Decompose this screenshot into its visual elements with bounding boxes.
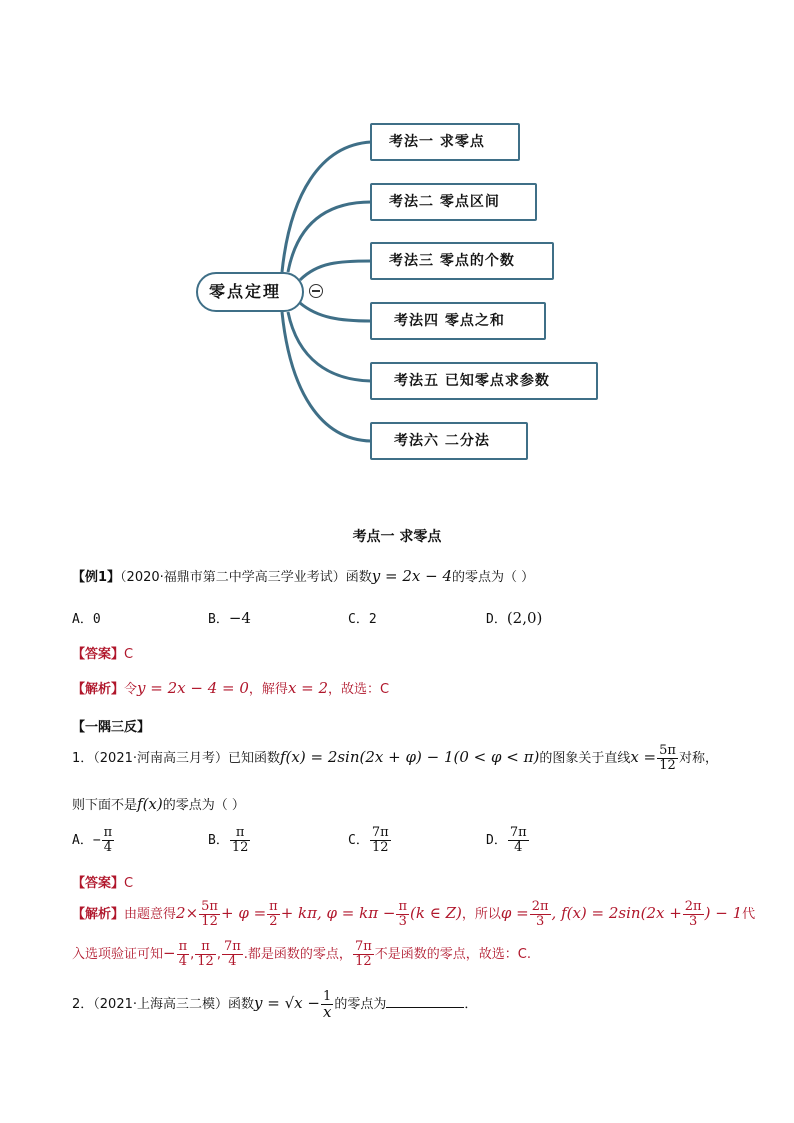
example1-option-b[interactable]: B．−4 <box>208 609 251 627</box>
q1-answer: 【答案】C <box>72 876 134 891</box>
mindmap-branch-4[interactable]: 考法四 零点之和 <box>370 302 546 340</box>
connector-5 <box>288 312 371 381</box>
mindmap-root[interactable]: 零点定理 <box>196 272 304 312</box>
example1-option-d[interactable]: D．(2,0) <box>486 609 543 627</box>
q1-option-b[interactable]: B． $\frac{\pi}{12}$ <box>208 825 249 855</box>
example1-answer: 【答案】C <box>72 647 134 662</box>
connector-3 <box>300 261 371 280</box>
example1-stem: 【例1】（2020·福鼎市第二中学高三学业考试）函数y = 2x − 4的零点为（ ） <box>72 567 535 585</box>
q1-option-c[interactable]: C． $\frac{7\pi}{12}$ <box>348 825 389 855</box>
example1-option-a[interactable]: A．0 <box>72 612 101 627</box>
mindmap-branch-5[interactable]: 考法五 已知零点求参数 <box>370 362 598 400</box>
practice-title: 【一隅三反】 <box>72 720 151 735</box>
q1-function: f(x) = 2sin(2x + φ) − 1(0 < φ < π) <box>280 748 540 766</box>
mindmap-branch-3[interactable]: 考法三 零点的个数 <box>370 242 554 280</box>
collapse-icon[interactable] <box>309 284 323 298</box>
q1-stem-line1: 1．（2021·河南高三月考）已知函数f(x) = 2sin(2x + φ) − 1(0 < φ < π)的图象关于直线x = $\frac{5\pi}{12}$ 对称， <box>72 743 718 773</box>
connector-4 <box>300 303 371 321</box>
q1-analysis-line2: 入选项验证可知− $\frac{\pi}{4}$ , $\frac{\pi}{12}$ , $\frac{7\pi}{4}$ .都是函数的零点， $\frac{7\pi}{12}$ 不是函数的零点，故选：C. <box>72 939 531 969</box>
q1-analysis-line1: 【解析】由题意得2× $\frac{5\pi}{12}$ + φ = $\frac{\pi}{2}$ + kπ, φ = kπ − $\frac{\pi}{3}$ (k ∈ Z)，所以φ = $\frac{2\pi}{3}$ , f(x) = 2sin(2x + $\frac{2\pi}{3}$ ) − 1代 <box>72 899 756 929</box>
example1-analysis: 【解析】令y = 2x − 4 = 0，解得x = 2，故选：C <box>72 679 390 697</box>
mindmap-branch-6[interactable]: 考法六 二分法 <box>370 422 528 460</box>
example1-function: y = 2x − 4 <box>371 567 452 585</box>
mindmap-connectors <box>0 0 794 480</box>
q2-stem: 2．（2021·上海高三二模）函数y = √x − $\frac{1}{x}$ 的零点为 ． <box>72 989 478 1021</box>
q2-answer-blank[interactable] <box>386 995 464 1008</box>
section-title: 考点一 求零点 <box>352 529 442 545</box>
example1-option-c[interactable]: C．2 <box>348 612 377 627</box>
connector-1 <box>282 142 371 272</box>
example1-tag: 【例1】 <box>72 570 121 585</box>
mindmap-branch-1[interactable]: 考法一 求零点 <box>370 123 520 161</box>
q2-function: y = √x − <box>254 994 320 1012</box>
q1-stem-line2: 则下面不是f(x)的零点为（ ） <box>72 795 245 813</box>
q1-option-a[interactable]: A．− $\frac{\pi}{4}$ <box>72 825 113 855</box>
q1-option-d[interactable]: D． $\frac{7\pi}{4}$ <box>486 825 527 855</box>
mindmap-branch-2[interactable]: 考法二 零点区间 <box>370 183 537 221</box>
